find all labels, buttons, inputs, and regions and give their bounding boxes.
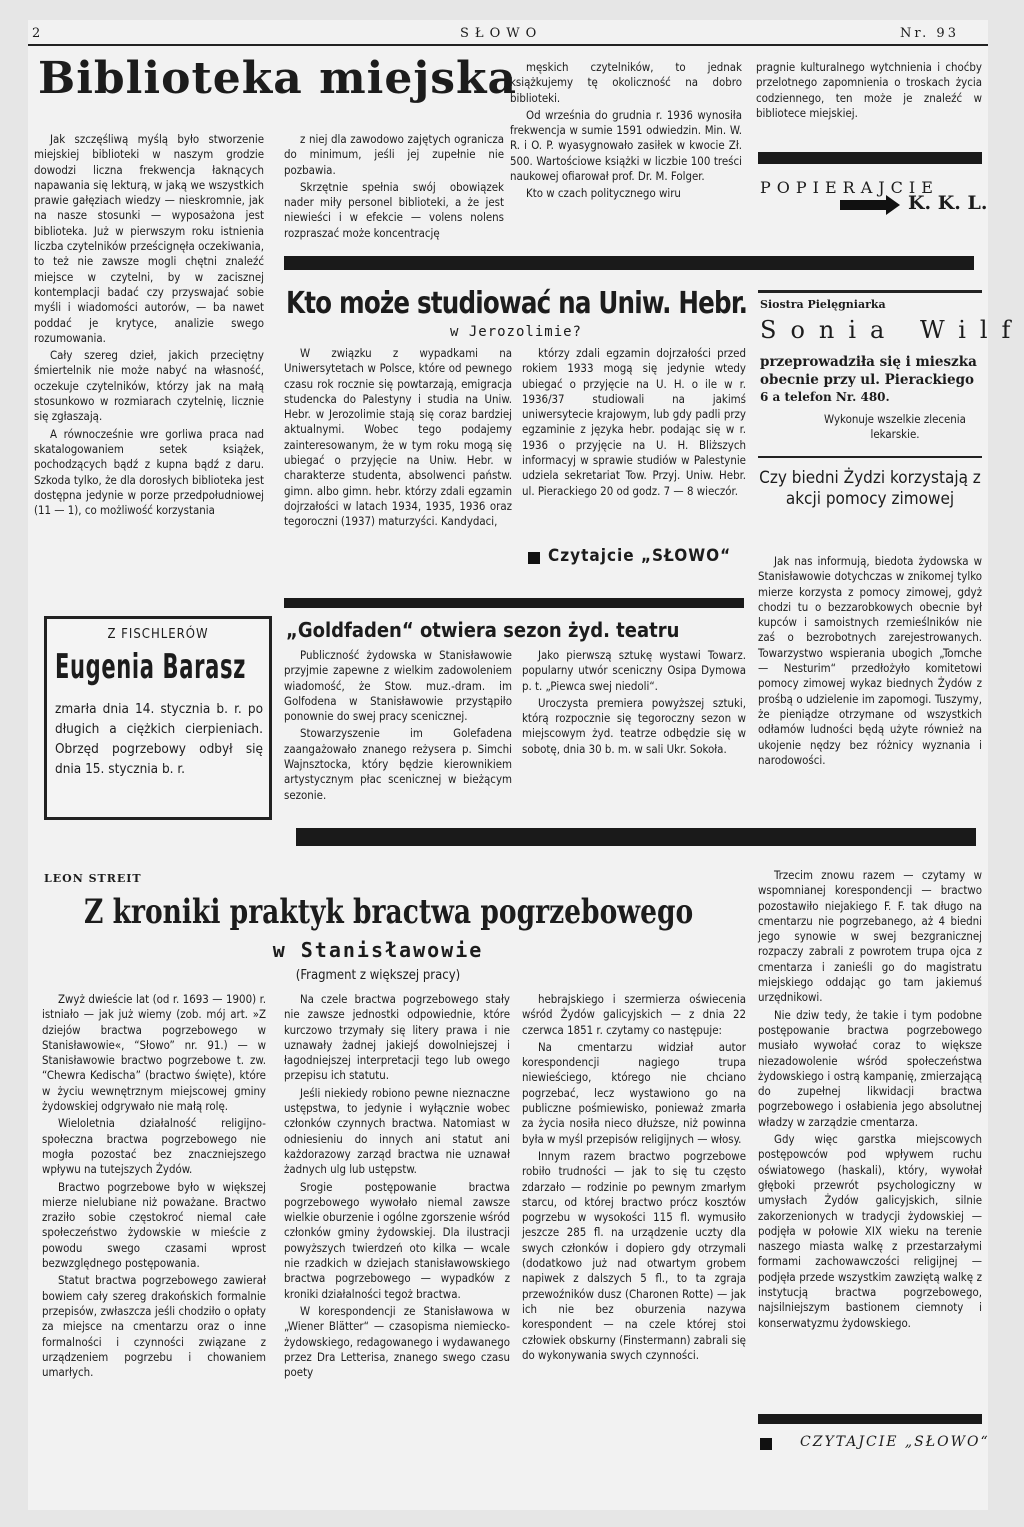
theatre-p3: Jako pierwszą sztukę wystawi Towarz. popularny utwór sceniczny Osipa Dymowa p. t. „Piewca swej niedoli“. [522, 648, 746, 693]
chronicle-p10: Na cmentarzu widział autor korespondencji nagiego trupa niewieściego, którego nie chciano pogrzebać, lecz wystawiono go na publiczne pośmiewisko, ponieważ zmarła za życia nosiła nieco dłuższe, niż powinna była w myśl przepisów religijnych — włosy. [522, 1039, 746, 1146]
nurse-role: Siostra Pielęgniarka [760, 298, 886, 311]
nurse-line1: przeprowadziła się i mieszka [760, 354, 977, 370]
theatre-title: „Goldfaden“ otwiera sezon żyd. teatru [286, 618, 680, 642]
theatre-p1: Publiczność żydowska w Stanisławowie przyjmie zapewne z wielkim zadowoleniem wiadomość, że Stow. muz.-dram. im Golfodena w Stanisławowie przystąpiło ponownie do swej pracy scenicznej. [284, 648, 512, 724]
chronicle-p5: Na czele bractwa pogrzebowego stały nie zawsze jednostki odpowiednie, które kurczowo trzymały się litery prawa i nie uznawały żadnej jakiejś dowolniejszej i łagodniejszej interpretacji tego lub owego przepisu ich statutu. [284, 992, 510, 1083]
chronicle-subtitle: w Stanisławowie [272, 938, 484, 962]
arrow-head-icon [886, 195, 900, 215]
library-p7: Od września do grudnia r. 1936 wynosiła frekwencja w sumie 1591 odwiedzin. Min. W. R. i O. P. wyasygnowało zasiłek w kwocie Zł. 500. Wartościowe książki w liczbie 100 treści naukowej ofiarował prof. Dr. M. Folger. [510, 107, 742, 184]
university-title: Kto może studiować na Uniw. Hebr. [286, 286, 748, 321]
chronicle-col1 [42, 992, 266, 1510]
kkl-slogan: POPIERAJCIE [760, 178, 939, 197]
theatre-p4: Uroczysta premiera powyższej sztuki, którą rozpocznie się tegoroczny sezon w miejscowym żyd. teatrze odbędzie się w sobotę, dnia 30 b. m. w sali Ukr. Sokoła. [522, 695, 746, 756]
header-rule [28, 44, 988, 46]
footer-bar [758, 1414, 982, 1424]
nurse-line3: 6 a telefon Nr. 480. [760, 390, 890, 404]
nurse-services: Wykonuje wszelkie zlecenia lekarskie. [824, 412, 966, 441]
library-p8: Kto w czach politycznego wiru [526, 186, 681, 201]
chronicle-author: LEON STREIT [44, 872, 142, 885]
chronicle-p13: Nie dziw tedy, że takie i tym podobne postępowanie bractwa pogrzebowego musiało wywołać coraz to większe niezadowolenie wśród społeczeństwa żydowskiego i ostrą kampanię, zmierzającą do zupełnej likwidacji bractwa pogrzebowego i osłabienia jego absolutnej władzy w zarządzie cmentarza. [758, 1007, 982, 1129]
library-p6: męskich czytelników, to jednak książkujemy tę okoliczność na dobro biblioteki. [510, 60, 742, 105]
masthead: SŁOWO [460, 26, 543, 41]
newspaper-page [28, 20, 1024, 1510]
library-col2 [284, 132, 504, 252]
poor-title: Czy biedni Żydzi korzystają z akcji pomocy zimowej [759, 468, 981, 509]
nurse-ad-rule-bottom [758, 456, 982, 458]
footer-read-prompt: CZYTAJCIE „SŁOWO“ [800, 1434, 990, 1450]
read-slowo-prompt: Czytajcie „SŁOWO“ [548, 546, 732, 566]
square-bullet-icon [528, 552, 540, 564]
kkl-bar [758, 152, 982, 164]
obituary-from: Z FISCHLERÓW [107, 627, 209, 642]
chronicle-p8: W korespondencji ze Stanisławowa w „Wiener Blätter“ — czasopisma niemiecko-żydowskiego, redagowanego i wydawanego przez Dra Letterisa, znanego swego czasu poety [284, 1303, 510, 1380]
chronicle-col3 [522, 992, 746, 1510]
library-title: Biblioteka miejska [38, 53, 518, 104]
chronicle-top-bar [296, 828, 976, 846]
chronicle-p4: Statut bractwa pogrzebowego zawierał bowiem cały szereg drakońskich formalnie przepisów, zwłaszcza jeśli chodziło o opłaty za miejsce na cmentarzu oraz o inne formalności i czynności związane z urządzeniem pogrzebu i chowaniem umarłych. [42, 1273, 266, 1380]
theatre-top-bar [284, 598, 744, 608]
university-subtitle: w Jerozolimie? [449, 324, 582, 340]
library-p1: Jak szczęśliwą myślą było stworzenie miejskiej biblioteki w naszym grodzie dowodzi liczna frekwencja łaknących napawania się lekturą, w jaką we wszystkich prawie gałęziach wiedzy — nieskromnie, jak na nasze stosunki — wyposażona jest biblioteka. Już w pierwszym roku istnienia liczba czytelników prześcignęła oczekiwania, to też nie zawsze mogli chętni znaleźć miejsce w czytelni, by w zacisznej kontemplacji badać czy przyswajać sobie myśli i wiadomości autorów, — ba nawet poddać je krytyce, analizie swego rozumowania. [34, 132, 264, 345]
library-col3 [510, 60, 742, 260]
chronicle-col2 [284, 992, 510, 1510]
university-col1: W związku z wypadkami na Uniwersytetach w Polsce, które od pewnego czasu rok rocznie się powtarzają, emigracja studencka do Palestyny i studia na Uniw. Hebr. w Jerozolimie stają się coraz bardziej aktualnymi. Wobec tego podajemy zainteresowanym, że w tym roku mogą się ubiegać o przyjęcie na Uniw. Hebr. w charakterze studenta, absolwenci państw. gimn. albo gimn. hebr. którzy zdali egzamin dojrzałości w latach 1934, 1935, 1936 oraz tegoroczni (1937) maturzyści. Kandydaci, [284, 346, 512, 529]
chronicle-p9: hebrajskiego i szermierza oświecenia wśród Żydów galicyjskich — z dnia 22 czerwca 1851 r. czytamy co następuje: [522, 992, 746, 1037]
square-bullet-icon [760, 1438, 772, 1450]
chronicle-p3: Bractwo pogrzebowe było w większej mierze nielubiane niż poważane. Bractwo zraziło sobie częstokroć niemal całe społeczeństwo żydowskie w mieście z powodu swego czasami wprost bezwzględnego postępowania. [42, 1179, 266, 1271]
arrow-icon [840, 200, 888, 210]
library-p5: Skrzętnie spełnia swój obowiązek nader miły personel biblioteki, a że jest niewieści i w efekcie — volens nolens rozpraszać może koncentrację [284, 179, 504, 240]
chronicle-p7: Srogie postępowanie bractwa pogrzebowego wywołało niemal zawsze wielkie oburzenie i ogólne zgorszenie wśród członków gminy żydowskiej. Dla ilustracji powyższych twierdzeń oto kilka — wcale nie rzadkich w dziejach stanisławowskiego bractwa pogrzebowego — wypadków z kroniki działalności tegoż bractwa. [284, 1179, 510, 1301]
university-col2: którzy zdali egzamin dojrzałości przed rokiem 1933 mogą się jedynie wtedy ubiegać o przyjęcie na U. H. o ile w r. 1936/37 studiowali na jakimś uniwersytecie krajowym, lub gdy padli przy egzaminie z języka hebr. podając się w r. 1936 o przyjęcie na U. H. Bliższych informacyj w sprawie studiów w Palestynie udziela sekretariat Tow. Przyj. Uniw. Hebr. ul. Pierackiego 20 od godz. 7 — 8 wieczór. [522, 346, 746, 498]
chronicle-fragment: (Fragment z większej pracy) [295, 968, 461, 983]
theatre-p2: Stowarzyszenie im Golefadena zaangażowało znanego reżysera p. Simchi Wajnsztocka, który będzie kierownikiem artystycznym płac scenicznej w bieżącym sezonie. [284, 726, 512, 802]
chronicle-p2: Wieloletnia działalność religijno-społeczna bractwa pogrzebowego nie mogła pozostać bez znaczniejszego wpływu na tutejszych Żydów. [42, 1116, 266, 1177]
chronicle-p6: Jeśli niekiedy robiono pewne nieznaczne ustępstwa, to jedynie i wyłącznie wobec członków czynnych bractwa. Natomiast w odniesieniu do innych ani statut ani każdorazowy zarząd bractwa nie uznawał żadnych ulg lub ustępstw. [284, 1085, 510, 1177]
chronicle-p14: Gdy więc garstka miejscowych postępowców pod wpływem ruchu oświatowego (haskali), który, wywołał głęboki przewrót psychologiczny w umysłach Żydów galicyjskich, silnie zakorzenionych w tradycji żydowskiej — podjęła w połowie XIX wieku na terenie naszego miasta walkę z przestarzałymi formami zachowawczości religijnej — podjęła przede wszystkim zawziętą walkę z instytucją bractwa pogrzebowego, najsilniejszym bastionem ciemnoty i konserwatyzmu żydowskiego. [758, 1132, 982, 1330]
section-bar [284, 256, 974, 270]
chronicle-col4 [758, 868, 982, 1408]
nurse-line2: obecnie przy ul. Pierackiego [760, 372, 975, 388]
page-number: 2 [32, 26, 47, 41]
kkl-text: pragnie kulturalnego wytchnienia i choćby przelotnego zapomnienia o troskach życia codziennego, ten może je znaleźć w bibliotece miejskiej. [756, 60, 982, 120]
nurse-ad-rule [758, 290, 982, 293]
library-p4: z niej dla zawodowo zajętych ogranicza do minimum, jeśli jej zupełnie nie pozbawia. [284, 132, 504, 177]
theatre-col1 [284, 648, 512, 818]
chronicle-p12: Trzecim znowu razem — czytamy w wspomnianej korespondencji — bractwo pozostawiło niejakiego F. F. tak długo na cmentarzu nie pogrzebanego, aż 4 biedni jego synowie w swej bezgranicznej rozpaczy zabrali z powrotem trupa ojca z cmentarza i zanieśli go do magistratu miejskiego oddając go tam jakiemuś urzędnikowi. [758, 868, 982, 1005]
poor-body: Jak nas informują, biedota żydowska w Stanisławowie dotychczas w znikomej tylko mierze korzysta z pomocy zimowej, gdyż chodzi tu o bezzarobkowych obecnie był kupców i samoistnych rzemieślników nie zaś o bezrobotnych zarejestrowanych. Towarzystwo wspierania ubogich „Tomche — Nesturim“ przedłożyło komitetowi pomocy zimowej wykaz biednych Żydów z prośbą o udzielenie im zapomogi. Tuszymy, że pieniądze otrzymane od wszystkich odłamów ludności będą użyte również na ukojenie nędzy bez różnicy wyznania i narodowości. [758, 554, 982, 767]
issue-number: Nr. 93 [900, 26, 959, 41]
chronicle-title: Z kroniki praktyk bractwa pogrzebowego [84, 892, 694, 932]
library-col1 [34, 132, 264, 602]
nurse-name: Sonia Wilf [760, 316, 1024, 344]
obituary-box [44, 616, 272, 820]
library-p2: Cały szereg dzieł, jakich przeciętny śmiertelnik nie może nabyć na własność, oczekuje czytelników, którzy jak na małą stosunkowo w rozmiarach czytelnię, licznie się zgłaszają. [34, 348, 264, 424]
theatre-col2 [522, 648, 746, 798]
obituary-name: Eugenia Barasz [55, 647, 247, 687]
chronicle-p1: Zwyż dwieście lat (od r. 1693 — 1900) r. istniało — jak już wiemy (zob. mój art. »Z dziejów bractwa pogrzebowego w Stanisławowie«, “Słowo” nr. 91.) — w Stanisławowie bractwo pogrzebowe t. zw. “Chewra Kedischa” (bractwo święte), które w życiu wewnętrznym miejscowej gminy żydowskiej odgrywało nie małą rolę. [42, 992, 266, 1114]
obituary-text: zmarła dnia 14. stycznia b. r. po długich a ciężkich cierpieniach. Obrzęd pogrzebowy odbył się dnia 15. stycznia b. r. [55, 701, 263, 777]
chronicle-p11: Innym razem bractwo pogrzebowe robiło trudności — jak to się tu często zdarzało — rodzinie po pewnym zmarłym starcu, od której bractwo prócz kosztów pogrzebu w wysokości 115 fl. wymusiło jeszcze 285 fl. na urządzenie uczty dla swych członków i dopiero gdy otrzymali (dodatkowo już nad otwartym grobem napiwek z dalszych 5 fl., to ta zgraja przewoźników dusz (Charonen Rotte) — jak ich nie bez oburzenia nazywa korespondent — na czele której stoi człowiek obskurny (Finstermann) zabrali się do wykonywania swych czynności. [522, 1148, 746, 1362]
library-p3: A równocześnie wre gorliwa praca nad skatalogowaniem setek książek, pochodzących bądź z kupna bądź z daru. Szkoda tylko, że dla dorosłych biblioteka jest dostępna jedynie w porze przedpołudniowej (11 — 1), co możliwość korzystania [34, 426, 264, 518]
kkl-org: K. K. L. [908, 192, 988, 214]
